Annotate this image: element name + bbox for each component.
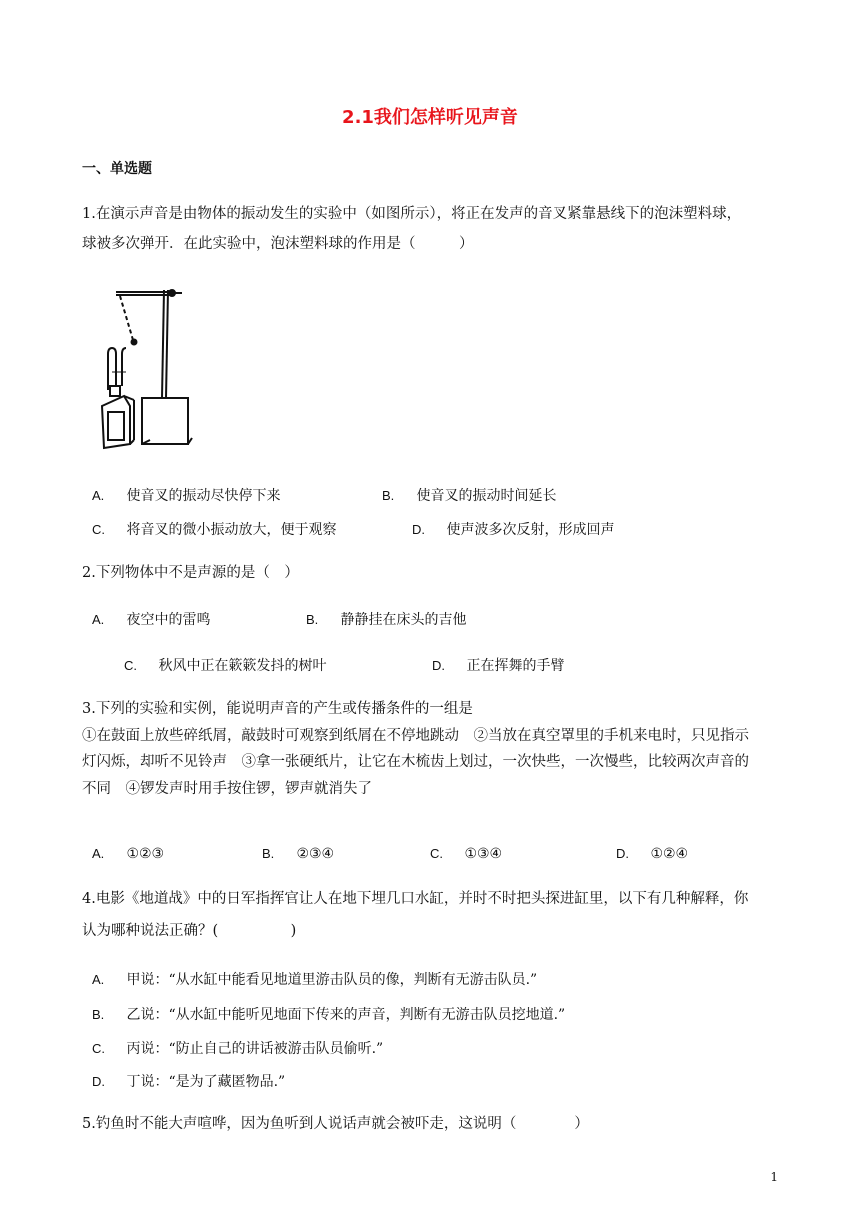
option-label: B. [262, 846, 275, 861]
q4-option-d [92, 1071, 285, 1091]
option-label: C. [92, 522, 105, 537]
option-label: B. [382, 488, 395, 503]
option-text: 甲说：“从水缸中能看见地道里游击队员的像，判断有无游击队员.” [126, 972, 538, 988]
option-text: 使音叉的振动尽快停下来 [126, 488, 281, 504]
option-label: A. [92, 488, 105, 503]
option-text: 丙说：“防止自己的讲话被游击队员偷听.” [126, 1041, 384, 1057]
q1-option-c [92, 519, 336, 539]
q4-line-2: 认为哪种说法正确？( ) [82, 923, 297, 939]
q3-stem: 3.下列的实验和实例，能说明声音的产生或传播条件的一组是 [82, 701, 473, 717]
page-number: 1 [770, 1170, 778, 1184]
option-text: 使音叉的振动时间延长 [416, 488, 557, 504]
q3-line-3: 不同 ④锣发声时用手按住锣，锣声就消失了 [82, 781, 372, 797]
q3-option-b [262, 846, 334, 862]
option-text: 乙说：“从水缸中能听见地面下传来的声音，判断有无游击队员挖地道.” [126, 1007, 566, 1023]
option-label: B. [92, 1007, 105, 1022]
option-label: C. [124, 658, 137, 673]
option-text: ①③④ [464, 846, 503, 862]
option-label: C. [92, 1041, 105, 1056]
q2-option-b [306, 609, 466, 629]
option-label: B. [306, 612, 319, 627]
q1-option-b [382, 485, 556, 505]
option-text: 静静挂在床头的吉他 [340, 612, 467, 628]
q3-line-1: ①在鼓面上放些碎纸屑，敲鼓时可观察到纸屑在不停地跳动 ②当放在真空罩里的手机来电时，只见指示 [82, 728, 749, 744]
q4-line-1: 4.电影《地道战》中的日军指挥官让人在地下埋几口水缸，并时不时把头探进缸里，以下有几种解释，你 [82, 891, 749, 907]
option-text: ①②③ [126, 846, 165, 862]
option-text: 正在挥舞的手臂 [466, 658, 565, 674]
q1-line-2: 球被多次弹开．在此实验中，泡沫塑料球的作用是（ ） [82, 236, 474, 252]
option-text: ①②④ [650, 846, 689, 862]
option-text: 秋风中正在簌簌发抖的树叶 [158, 658, 327, 674]
q2-option-a [92, 609, 210, 629]
q3-option-c [430, 846, 502, 862]
document-title: 2.1我们怎样听见声音 [342, 107, 518, 128]
option-label: C. [430, 846, 443, 861]
q1-option-d [412, 519, 614, 539]
option-label: A. [92, 972, 105, 987]
section-heading: 一、单选题 [82, 161, 152, 177]
q1-option-a [92, 485, 280, 505]
q2-option-c [124, 655, 326, 675]
q3-line-2: 灯闪烁，却听不见铃声 ③拿一张硬纸片，让它在木梳齿上划过，一次快些，一次慢些，比较两次声音的 [82, 754, 749, 770]
option-text: 使声波多次反射，形成回声 [446, 522, 615, 538]
q2-stem: 2.下列物体中不是声源的是（ ） [82, 565, 299, 581]
option-label: A. [92, 612, 105, 627]
option-label: D. [616, 846, 629, 861]
q4-option-c [92, 1038, 383, 1058]
tuning-fork-apparatus-illustration [100, 268, 210, 450]
q2-option-d [432, 655, 564, 675]
q4-option-a [92, 969, 537, 989]
option-label: D. [432, 658, 445, 673]
q4-option-b [92, 1004, 565, 1024]
option-label: D. [92, 1074, 105, 1089]
option-text: 丁说：“是为了藏匿物品.” [126, 1074, 286, 1090]
tuning-fork-figure [100, 268, 210, 454]
option-text: 将音叉的微小振动放大，便于观察 [126, 522, 337, 538]
q3-option-d [616, 846, 688, 862]
option-text: 夜空中的雷鸣 [126, 612, 211, 628]
q1-line-1: 1.在演示声音是由物体的振动发生的实验中（如图所示），将正在发声的音叉紧靠悬线下的泡沫塑料球， [82, 206, 742, 222]
option-label: A. [92, 846, 105, 861]
option-text: ②③④ [296, 846, 335, 862]
option-label: D. [412, 522, 425, 537]
q5-stem: 5.钓鱼时不能大声喧哗，因为鱼听到人说话声就会被吓走，这说明（ ） [82, 1116, 589, 1132]
q3-option-a [92, 846, 164, 862]
